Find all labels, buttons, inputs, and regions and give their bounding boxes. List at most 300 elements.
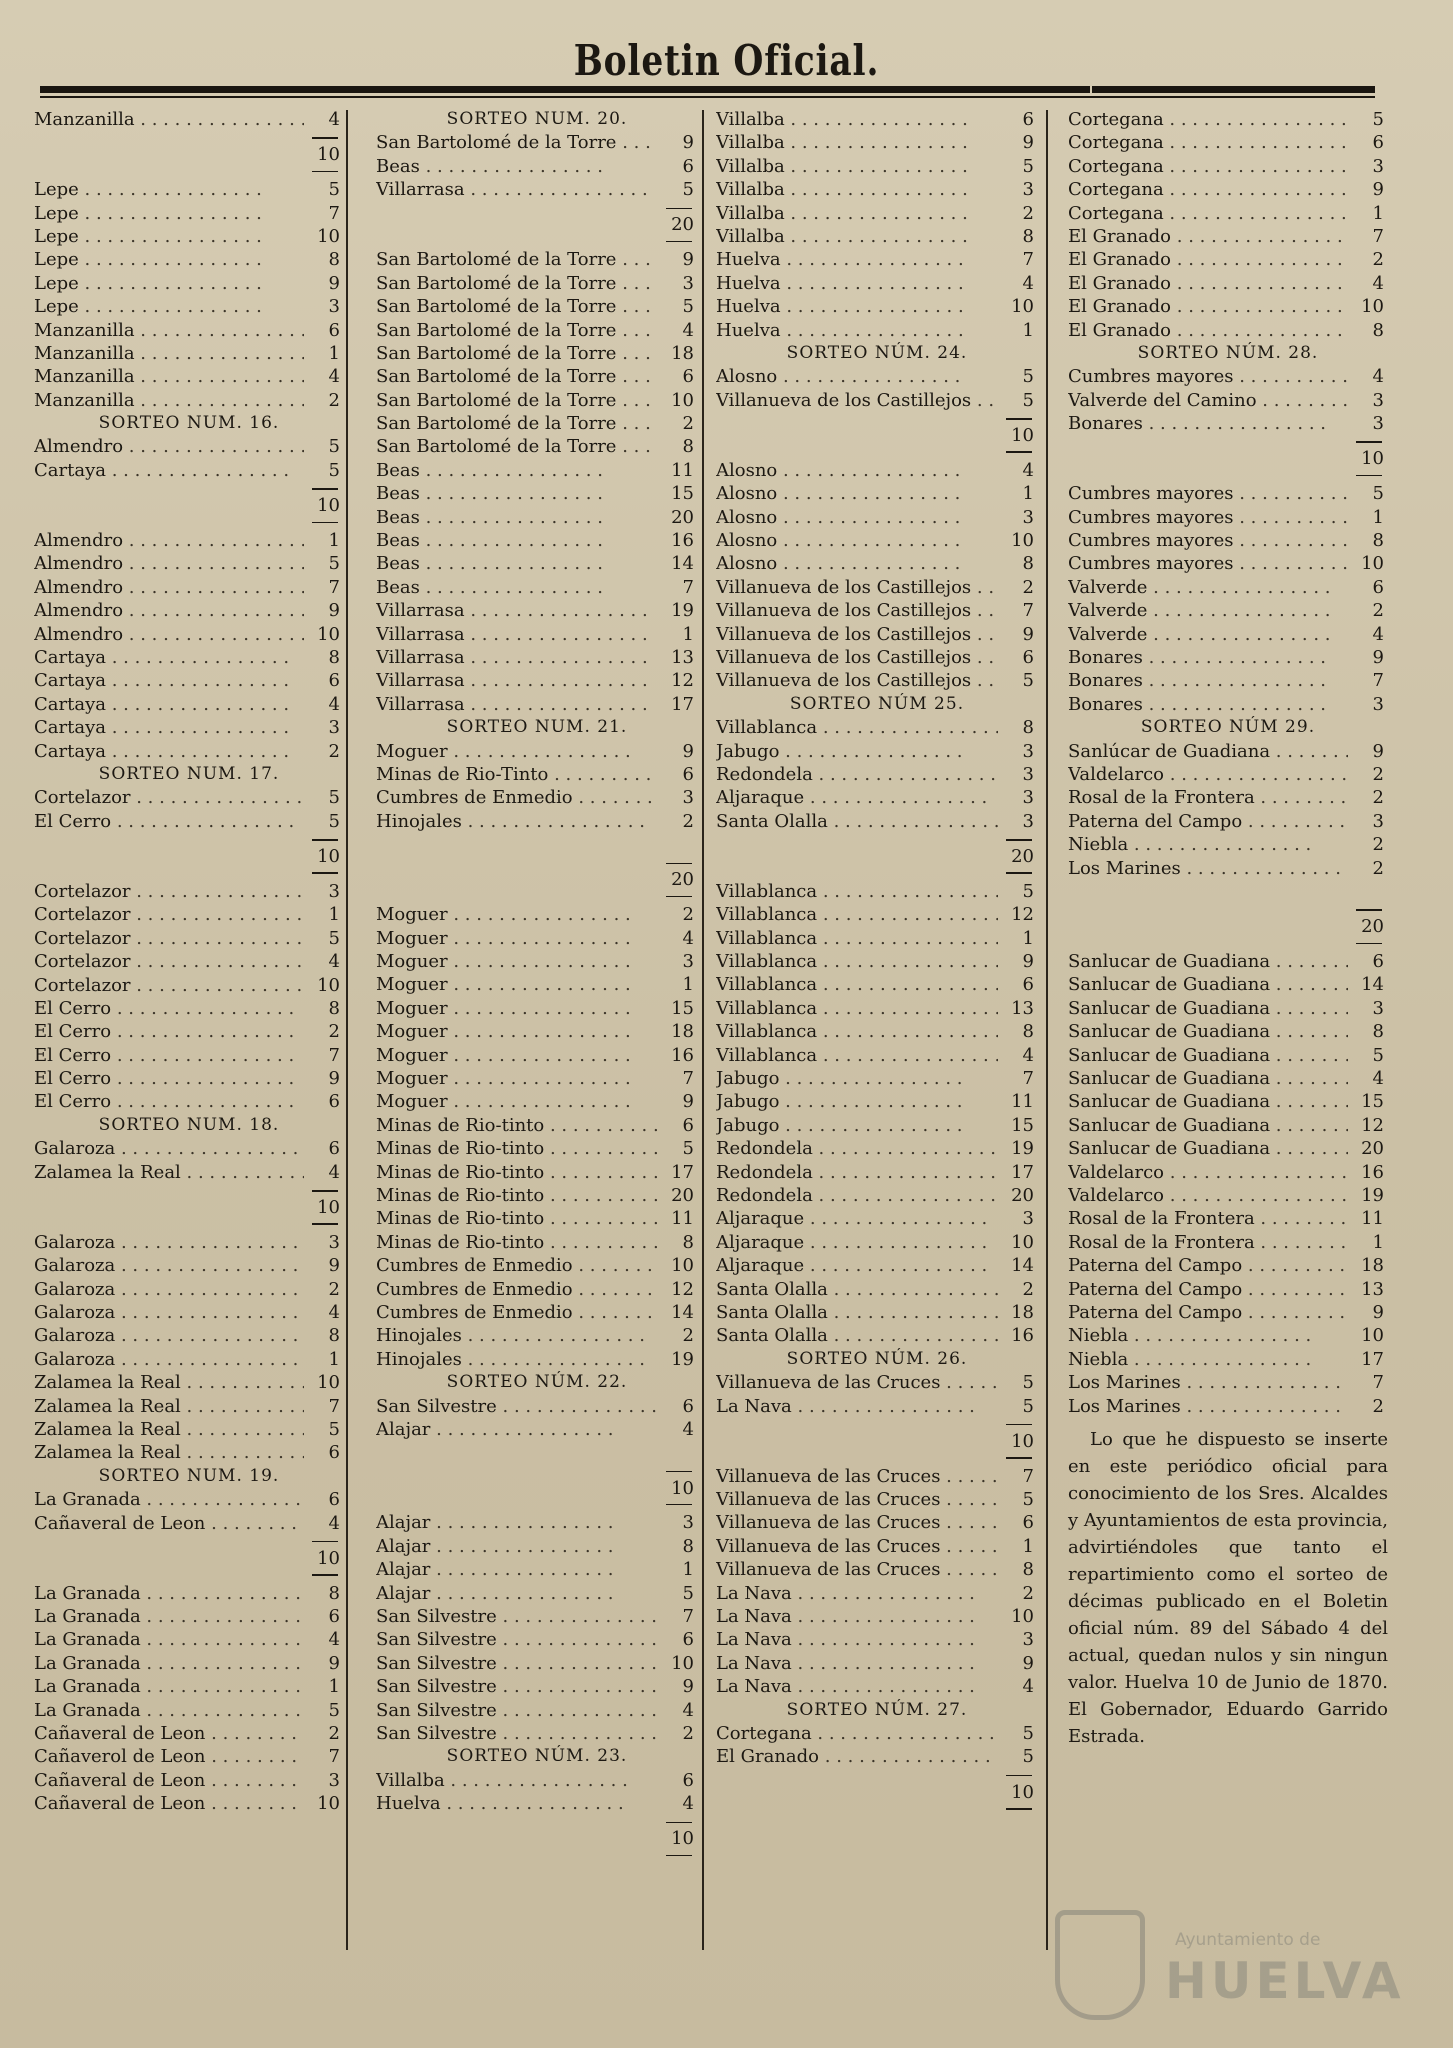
draw-entry	[376, 1348, 698, 1371]
draw-entry	[716, 506, 1038, 529]
entry-number: 10	[317, 623, 340, 645]
entry-number: 5	[682, 296, 694, 318]
entry-number: 1	[682, 974, 694, 996]
municipality-name: Cortelazor . .	[34, 786, 304, 809]
draw-entry	[716, 225, 1038, 248]
draw-entry	[34, 1371, 344, 1394]
draw-entry	[376, 1090, 698, 1113]
entry-number: 5	[328, 459, 340, 481]
draw-entry	[34, 1348, 344, 1371]
draw-entry	[716, 1207, 1038, 1230]
watermark-line2: HUELVA	[1165, 1952, 1405, 2010]
municipality-name: Cortelazor . .	[34, 927, 304, 950]
municipality-name: Sanlúcar de Guadiana . .	[1068, 740, 1348, 763]
entry-number: 6	[682, 1769, 694, 1791]
draw-entry	[34, 108, 344, 131]
municipality-name: Cumbres mayores . .	[1068, 529, 1348, 552]
draw-entry	[34, 716, 344, 739]
entry-number: 1	[682, 623, 694, 645]
municipality-name: Valverde . .	[1068, 623, 1348, 646]
entry-number: 4	[682, 1793, 694, 1815]
entry-number: 8	[328, 647, 340, 669]
draw-entry	[716, 1184, 1038, 1207]
entry-number: 5	[1022, 155, 1034, 177]
entry-number: 2	[1022, 202, 1034, 224]
draw-entry	[34, 1769, 344, 1792]
draw-entry	[716, 1090, 1038, 1113]
municipality-name: El Cerro . .	[34, 1044, 304, 1067]
municipality-name: Zalamea la Real . .	[34, 1418, 304, 1441]
draw-entry	[716, 459, 1038, 482]
draw-entry	[1068, 1324, 1388, 1347]
draw-entry	[376, 1254, 698, 1277]
entry-number: 9	[1372, 1301, 1384, 1323]
draw-entry	[34, 225, 344, 248]
entry-number: 7	[1022, 600, 1034, 622]
draw-entry	[716, 529, 1038, 552]
draw-entry	[376, 1044, 698, 1067]
municipality-name: San Silvestre . .	[376, 1722, 658, 1745]
draw-entry	[376, 1511, 698, 1534]
draw-entry	[716, 248, 1038, 271]
total-value: 20	[671, 869, 694, 891]
entry-number: 5	[1372, 483, 1384, 505]
draw-heading: SORTEO NUM. 16.	[98, 413, 280, 434]
column-4	[1068, 108, 1388, 1750]
entry-number: 4	[682, 1699, 694, 1721]
draw-entry	[34, 880, 344, 903]
entry-number: 7	[328, 576, 340, 598]
municipality-name: Almendro . .	[34, 552, 304, 575]
municipality-name: Aljaraque . .	[716, 786, 998, 809]
entry-number: 3	[1022, 179, 1034, 201]
municipality-name: Redondela . .	[716, 1137, 998, 1160]
municipality-name: Manzanilla . .	[34, 319, 304, 342]
draw-entry	[716, 1605, 1038, 1628]
draw-entry	[376, 740, 698, 763]
municipality-name: San Bartolomé de la Torre . .	[376, 412, 658, 435]
municipality-name: Cañaverol de Leon . .	[34, 1745, 304, 1768]
municipality-name: Minas de Rio-Tinto . .	[376, 763, 658, 786]
draw-entry	[716, 1582, 1038, 1605]
draw-entry	[34, 1605, 344, 1628]
entry-number: 8	[1022, 225, 1034, 247]
entry-number: 4	[1022, 459, 1034, 481]
municipality-name: Villarrasa . .	[376, 646, 658, 669]
entry-number: 9	[682, 1676, 694, 1698]
municipality-name: Valverde . .	[1068, 599, 1348, 622]
municipality-name: La Nava . .	[716, 1675, 998, 1698]
total-value: 10	[317, 1196, 340, 1218]
municipality-name: Cumbres mayores . .	[1068, 506, 1348, 529]
municipality-name: Galaroza . .	[34, 1231, 304, 1254]
municipality-name: Galaroza . .	[34, 1254, 304, 1277]
entry-number: 10	[1361, 296, 1384, 318]
entry-number: 5	[1022, 1489, 1034, 1511]
municipality-name: Moguer . .	[376, 1020, 658, 1043]
draw-entry	[1068, 272, 1388, 295]
entry-number: 3	[328, 880, 340, 902]
entry-number: 7	[682, 1606, 694, 1628]
draw-entry	[376, 786, 698, 809]
municipality-name: San Bartolomé de la Torre . .	[376, 272, 658, 295]
municipality-name: El Cerro . .	[34, 1067, 304, 1090]
draw-entry	[1068, 1090, 1388, 1113]
draw-entry	[716, 810, 1038, 833]
entry-number: 3	[1372, 413, 1384, 435]
entry-number: 10	[671, 1255, 694, 1277]
municipality-name: El Cerro . .	[34, 1090, 304, 1113]
municipality-name: Lepe . .	[34, 225, 304, 248]
municipality-name: Huelva . .	[716, 248, 998, 271]
municipality-name: El Granado . .	[1068, 272, 1348, 295]
draw-entry	[716, 1558, 1038, 1581]
total-value: 10	[1011, 1430, 1034, 1452]
draw-entry	[376, 1395, 698, 1418]
entry-number: 7	[1372, 225, 1384, 247]
municipality-name: Sanlucar de Guadiana . .	[1068, 1020, 1348, 1043]
municipality-name: Cañaveral de Leon . .	[34, 1512, 304, 1535]
draw-entry	[716, 646, 1038, 669]
entry-number: 5	[1022, 1723, 1034, 1744]
draw-entry	[716, 1161, 1038, 1184]
draw-entry	[34, 1395, 344, 1418]
municipality-name: Villanueva de las Cruces . .	[716, 1371, 998, 1394]
municipality-name: San Bartolomé de la Torre . .	[376, 319, 658, 342]
entry-number: 1	[328, 1676, 340, 1698]
draw-entry	[376, 950, 698, 973]
entry-number: 5	[1372, 1044, 1384, 1066]
municipality-name: Villanueva de los Castillejos . .	[716, 599, 998, 622]
municipality-name: Cortelazor . .	[34, 974, 304, 997]
draw-entry	[716, 997, 1038, 1020]
draw-entry	[716, 880, 1038, 903]
municipality-name: Villablanca . .	[716, 880, 998, 903]
total-value: 10	[671, 1828, 694, 1850]
draw-entry	[716, 1628, 1038, 1651]
municipality-name: Moguer . .	[376, 950, 658, 973]
entry-number: 1	[1022, 927, 1034, 949]
draw-entry	[716, 1395, 1038, 1418]
municipality-name: Valdelarco . .	[1068, 1184, 1348, 1207]
entry-number: 5	[328, 179, 340, 201]
entry-number: 9	[328, 600, 340, 622]
draw-entry	[1068, 1395, 1388, 1418]
municipality-name: La Granada . .	[34, 1628, 304, 1651]
entry-number: 12	[671, 670, 694, 692]
draw-entry	[34, 1231, 344, 1254]
draw-entry	[716, 576, 1038, 599]
draw-heading: SORTEO NUM. 17.	[98, 763, 280, 784]
draw-total	[34, 1535, 344, 1582]
municipality-name: Cortegana . .	[1068, 202, 1348, 225]
draw-entry	[1068, 1348, 1388, 1371]
entry-number: 5	[328, 927, 340, 949]
municipality-name: La Granada . .	[34, 1675, 304, 1698]
draw-entry	[1068, 1044, 1388, 1067]
draw-entry	[1068, 763, 1388, 786]
municipality-name: La Nava . .	[716, 1395, 998, 1418]
entry-number: 17	[1011, 1161, 1034, 1183]
entry-number: 4	[1372, 623, 1384, 645]
entry-number: 8	[682, 1535, 694, 1557]
municipality-name: El Granado . .	[1068, 319, 1348, 342]
entry-number: 16	[1361, 1161, 1384, 1183]
draw-entry	[716, 1511, 1038, 1534]
draw-entry	[376, 319, 698, 342]
municipality-name: Redondela . .	[716, 1184, 998, 1207]
draw-entry	[716, 1722, 1038, 1745]
entry-number: 7	[328, 202, 340, 224]
draw-entry	[376, 295, 698, 318]
entry-number: 1	[328, 530, 340, 552]
municipality-name: Cortelazor . .	[34, 880, 304, 903]
entry-number: 5	[328, 810, 340, 832]
entry-number: 4	[682, 927, 694, 949]
municipality-name: Manzanilla . .	[34, 342, 304, 365]
draw-entry	[34, 1699, 344, 1722]
entry-number: 1	[328, 904, 340, 926]
municipality-name: Moguer . .	[376, 740, 658, 763]
entry-number: 11	[671, 459, 694, 481]
entry-number: 5	[1022, 670, 1034, 692]
municipality-name: Villalba . .	[716, 178, 998, 201]
draw-entry	[716, 1675, 1038, 1698]
municipality-name: Villarrasa . .	[376, 693, 658, 716]
municipality-name: San Bartolomé de la Torre . .	[376, 295, 658, 318]
entry-number: 8	[1372, 319, 1384, 341]
municipality-name: Valverde del Camino . .	[1068, 389, 1348, 412]
municipality-name: Zalamea la Real . .	[34, 1161, 304, 1184]
municipality-name: Villarrasa . .	[376, 623, 658, 646]
municipality-name: La Granada . .	[34, 1605, 304, 1628]
entry-number: 1	[1372, 506, 1384, 528]
entry-number: 4	[328, 951, 340, 973]
municipality-name: Villablanca . .	[716, 1020, 998, 1043]
draw-entry	[376, 623, 698, 646]
draw-entry	[34, 319, 344, 342]
closing-paragraph: Lo que he dispuesto se inserte en este periódico oficial para conocimiento de los Sres. Alcaldes y Ayuntamientos de esta provincia, advirtiéndoles que tanto el repartimiento como el sorteo de décimas publicado en el Boletin oficial núm. 89 del Sábado 4 del actual, quedan nulos y sin ningun valor. Huelva 10 de Junio de 1870. El Gobernador, Eduardo Garrido Estrada.	[1068, 1428, 1388, 1747]
draw-total	[1068, 903, 1388, 950]
draw-entry	[716, 903, 1038, 926]
entry-number: 3	[328, 296, 340, 318]
entry-number: 6	[328, 670, 340, 692]
municipality-name: Cartaya . .	[34, 716, 304, 739]
municipality-name: Cartaya . .	[34, 646, 304, 669]
entry-number: 6	[328, 1138, 340, 1160]
municipality-name: Alosno . .	[716, 459, 998, 482]
entry-number: 20	[1011, 1185, 1034, 1206]
municipality-name: Jabugo . .	[716, 1090, 998, 1113]
entry-number: 9	[1022, 132, 1034, 154]
entry-number: 7	[682, 576, 694, 598]
entry-number: 8	[1022, 717, 1034, 739]
entry-number: 9	[328, 1652, 340, 1674]
municipality-name: Villablanca . .	[716, 927, 998, 950]
municipality-name: Cañaveral de Leon . .	[34, 1792, 304, 1815]
municipality-name: San Silvestre . .	[376, 1675, 658, 1698]
municipality-name: Sanlucar de Guadiana . .	[1068, 1114, 1348, 1137]
draw-total	[376, 1465, 698, 1512]
entry-number: 4	[682, 1418, 694, 1440]
municipality-name: Niebla . .	[1068, 833, 1348, 856]
entry-number: 6	[682, 1629, 694, 1651]
municipality-name: Sanlucar de Guadiana . .	[1068, 973, 1348, 996]
entry-number: 1	[682, 1559, 694, 1581]
entry-number: 14	[1011, 1255, 1034, 1277]
municipality-name: Villanueva de las Cruces . .	[716, 1511, 998, 1534]
municipality-name: Galaroza . .	[34, 1301, 304, 1324]
draw-entry	[716, 1745, 1038, 1768]
entry-number: 9	[328, 272, 340, 294]
draw-entry	[376, 1161, 698, 1184]
municipality-name: San Bartolomé de la Torre . .	[376, 365, 658, 388]
municipality-name: Villanueva de las Cruces . .	[716, 1465, 998, 1488]
municipality-name: Alajar . .	[376, 1558, 658, 1581]
municipality-name: Cortegana . .	[1068, 108, 1348, 131]
draw-entry	[376, 763, 698, 786]
draw-entry	[376, 155, 698, 178]
municipality-name: Jabugo . .	[716, 740, 998, 763]
municipality-name: Alosno . .	[716, 482, 998, 505]
draw-entry	[1068, 833, 1388, 856]
entry-number: 3	[1022, 763, 1034, 785]
draw-entry	[716, 669, 1038, 692]
municipality-name: Zalamea la Real . .	[34, 1395, 304, 1418]
municipality-name: Alosno . .	[716, 552, 998, 575]
column-divider-2	[702, 110, 704, 1950]
entry-number: 8	[1372, 1021, 1384, 1043]
draw-entry	[716, 552, 1038, 575]
entry-number: 4	[328, 693, 340, 715]
draw-entry	[34, 202, 344, 225]
draw-heading: SORTEO NÚM. 24.	[786, 342, 968, 363]
municipality-name: Lepe . .	[34, 295, 304, 318]
municipality-name: Cumbres de Enmedio . .	[376, 1278, 658, 1301]
municipality-name: Valdelarco . .	[1068, 1161, 1348, 1184]
draw-entry	[716, 1137, 1038, 1160]
entry-number: 8	[328, 1582, 340, 1604]
municipality-name: Zalamea la Real . .	[34, 1441, 304, 1464]
draw-entry	[34, 740, 344, 763]
entry-number: 3	[1372, 997, 1384, 1019]
draw-entry	[376, 997, 698, 1020]
draw-entry	[376, 248, 698, 271]
draw-entry	[34, 1792, 344, 1815]
entry-number: 6	[682, 763, 694, 785]
entry-number: 14	[1361, 974, 1384, 996]
municipality-name: Sanlucar de Guadiana . .	[1068, 1067, 1348, 1090]
municipality-name: La Nava . .	[716, 1605, 998, 1628]
column-1	[34, 108, 344, 1816]
municipality-name: Rosal de la Frontera . .	[1068, 1207, 1348, 1230]
municipality-name: San Bartolomé de la Torre . .	[376, 248, 658, 271]
draw-entry	[1068, 950, 1388, 973]
entry-number: 7	[682, 1068, 694, 1090]
header-rule-right	[1092, 86, 1375, 93]
municipality-name: Almendro . .	[34, 435, 304, 458]
municipality-name: Villalba . .	[716, 155, 998, 178]
entry-number: 2	[328, 1723, 340, 1745]
entry-number: 9	[328, 1255, 340, 1277]
entry-number: 2	[1372, 249, 1384, 271]
draw-entry	[716, 319, 1038, 342]
draw-entry	[34, 599, 344, 622]
draw-entry	[376, 529, 698, 552]
draw-entry	[1068, 1067, 1388, 1090]
draw-entry	[34, 950, 344, 973]
municipality-name: Cartaya . .	[34, 693, 304, 716]
draw-entry	[1068, 786, 1388, 809]
draw-total	[34, 131, 344, 178]
entry-number: 9	[1372, 179, 1384, 201]
entry-number: 3	[682, 951, 694, 973]
draw-entry	[716, 1044, 1038, 1067]
draw-entry	[376, 272, 698, 295]
draw-entry	[716, 389, 1038, 412]
entry-number: 2	[1372, 787, 1384, 809]
municipality-name: El Cerro . .	[34, 1020, 304, 1043]
draw-heading: SORTEO NUM. 21.	[446, 717, 628, 738]
draw-entry	[716, 1465, 1038, 1488]
entry-number: 19	[671, 1348, 694, 1370]
municipality-name: Villablanca . .	[716, 950, 998, 973]
entry-number: 5	[328, 1418, 340, 1440]
entry-number: 18	[671, 1021, 694, 1043]
municipality-name: San Silvestre . .	[376, 1395, 658, 1418]
entry-number: 13	[1011, 997, 1034, 1019]
draw-entry	[1068, 155, 1388, 178]
entry-number: 12	[1011, 904, 1034, 926]
municipality-name: Huelva . .	[716, 295, 998, 318]
entry-number: 3	[1022, 740, 1034, 762]
municipality-name: Cortelazor . .	[34, 950, 304, 973]
municipality-name: Beas . .	[376, 155, 658, 178]
municipality-name: Cumbres de Enmedio . .	[376, 786, 658, 809]
draw-entry	[1068, 552, 1388, 575]
draw-entry	[1068, 1254, 1388, 1277]
draw-entry	[34, 1628, 344, 1651]
municipality-name: Santa Olalla . .	[716, 1278, 998, 1301]
entry-number: 5	[328, 436, 340, 458]
municipality-name: La Granada . .	[34, 1488, 304, 1511]
draw-total	[716, 1769, 1038, 1816]
draw-entry	[1068, 1184, 1388, 1207]
entry-number: 2	[1022, 576, 1034, 598]
entry-number: 7	[328, 1044, 340, 1066]
municipality-name: San Silvestre . .	[376, 1628, 658, 1651]
draw-entry	[376, 1301, 698, 1324]
draw-entry	[376, 1675, 698, 1698]
municipality-name: Sanlucar de Guadiana . .	[1068, 997, 1348, 1020]
draw-entry	[376, 810, 698, 833]
entry-number: 6	[1022, 647, 1034, 668]
draw-entry	[34, 1301, 344, 1324]
municipality-name: Galaroza . .	[34, 1278, 304, 1301]
entry-number: 6	[1022, 974, 1034, 996]
municipality-name: Cartaya . .	[34, 669, 304, 692]
entry-number: 2	[1372, 1395, 1384, 1417]
entry-number: 6	[682, 1395, 694, 1417]
draw-entry	[1068, 506, 1388, 529]
draw-total	[716, 1418, 1038, 1465]
draw-entry	[1068, 1114, 1388, 1137]
entry-number: 7	[328, 1746, 340, 1768]
draw-entry	[716, 131, 1038, 154]
draw-entry	[34, 295, 344, 318]
entry-number: 19	[1361, 1185, 1384, 1206]
draw-entry	[34, 1418, 344, 1441]
